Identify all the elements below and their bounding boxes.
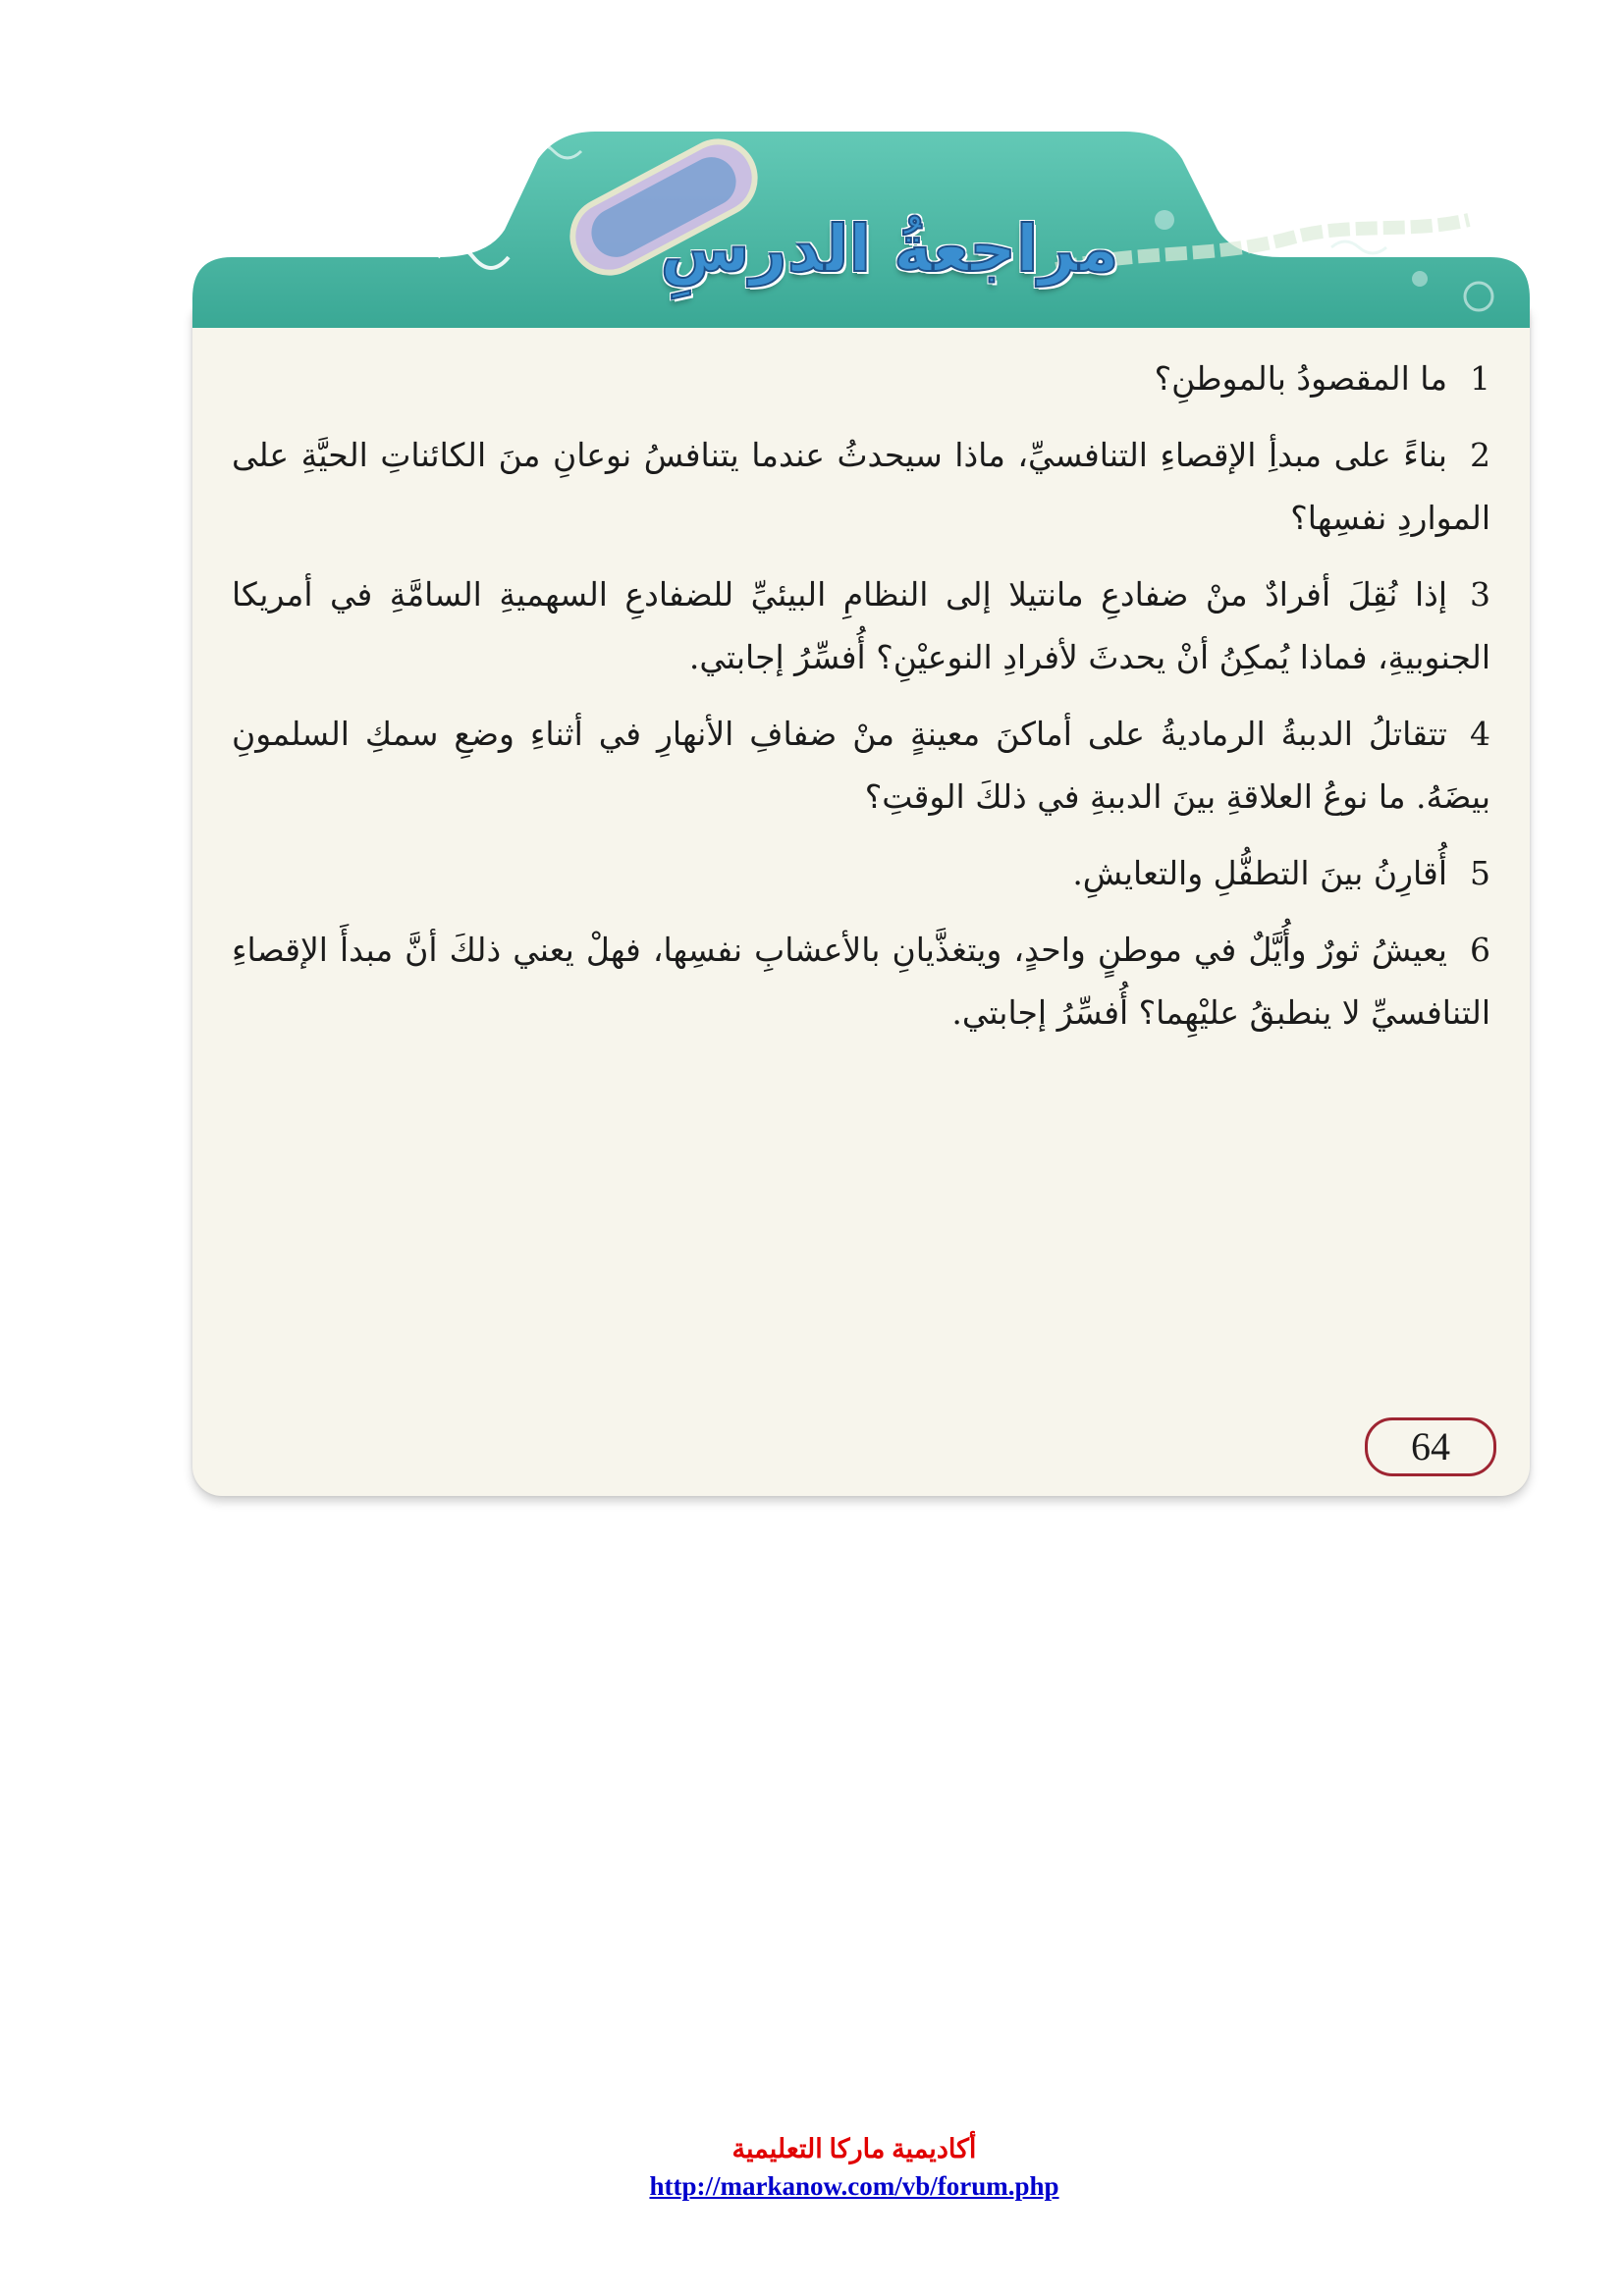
footer-url-link[interactable]: http://markanow.com/vb/forum.php (649, 2171, 1059, 2201)
review-question (232, 919, 1490, 1044)
page-number: 64 (1365, 1417, 1496, 1476)
question-number: 4 (1470, 715, 1490, 753)
lesson-review-card (192, 132, 1530, 1370)
question-number: 3 (1470, 575, 1490, 614)
question-number: 6 (1470, 931, 1490, 969)
review-question (232, 563, 1490, 689)
review-question (232, 424, 1490, 550)
question-number: 1 (1470, 359, 1490, 398)
question-text: تتقاتلُ الدببةُ الرماديةُ على أماكنَ معينةٍ منْ ضفافِ الأنهارِ في أثناءِ وضعِ سمكِ السلمونِ بيضَهُ. ما نوعُ العلاقةِ بينَ الدببةِ في ذلكَ الوقتِ؟ (232, 715, 1490, 816)
footer (550, 2130, 1159, 2205)
question-text: ما المقصودُ بالموطنِ؟ (1154, 359, 1447, 398)
review-questions-list (232, 347, 1490, 1058)
review-question (232, 703, 1490, 828)
question-number: 5 (1470, 854, 1490, 892)
question-text: يعيشُ ثورٌ وأُيَّلٌ في موطنٍ واحدٍ، ويتغذَّيانِ بالأعشابِ نفسِها، فهلْ يعني ذلكَ أنَّ مبدأَ الإقصاءِ التنافسيِّ لا ينطبقُ عليْهِما؟ أُفسِّرُ إجابتي. (232, 931, 1490, 1032)
question-text: أُقارِنُ بينَ التطفُّلِ والتعايشِ. (1072, 854, 1447, 892)
question-text: بناءً على مبدأِ الإقصاءِ التنافسيِّ، ماذا سيحدثُ عندما يتنافسُ نوعانِ منَ الكائناتِ الحيَّةِ على المواردِ نفسِها؟ (232, 436, 1490, 537)
footer-site-name: أكاديمية ماركا التعليمية (731, 2134, 977, 2163)
question-number: 2 (1470, 436, 1490, 474)
review-question (232, 347, 1490, 410)
question-text: إذا نُقِلَ أفرادٌ منْ ضفادعِ مانتيلا إلى النظامِ البيئيِّ للضفادعِ السهميةِ السامَّةِ في أمريكا الجنوبيةِ، فماذا يُمكِنُ أنْ يحدثَ لأفرادِ النوعيْنِ؟ أُفسِّرُ إجابتي. (232, 575, 1490, 676)
lesson-review-title: مراجعةُ الدرسِ (660, 211, 1119, 287)
review-question (232, 842, 1490, 905)
